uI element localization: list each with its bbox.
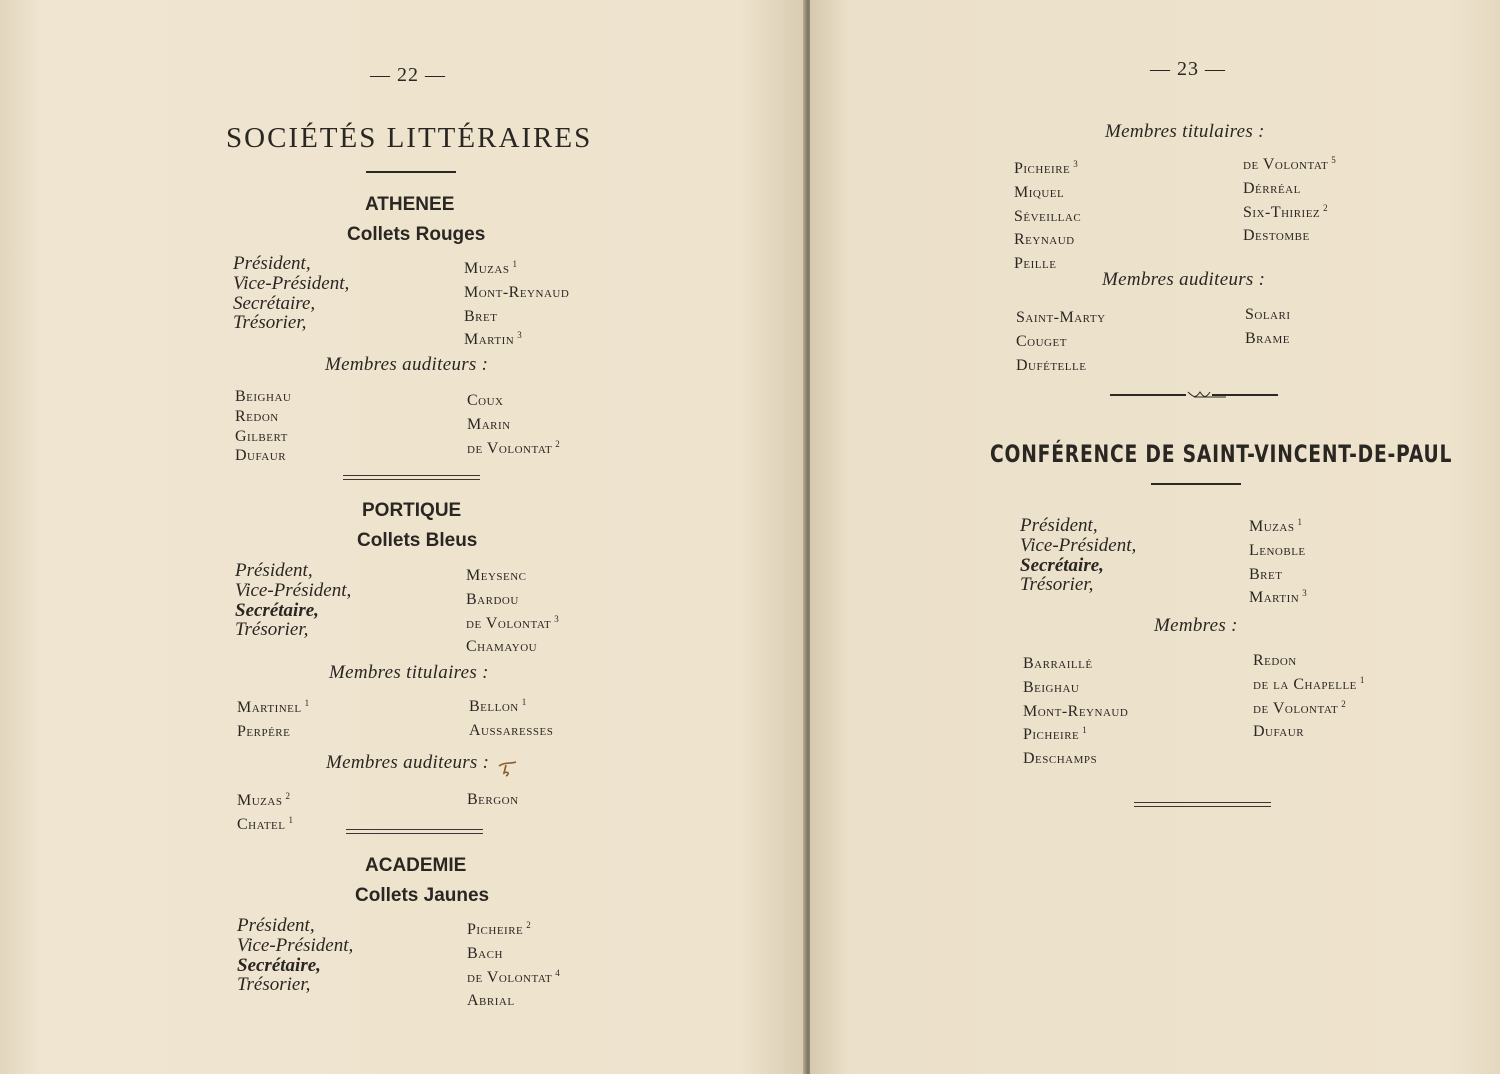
- officer-name: Bret: [464, 307, 498, 325]
- role-secretaire: Secrétaire,: [1020, 554, 1104, 576]
- member-name: Marin: [467, 415, 511, 433]
- portique-auditeurs-col1: [237, 787, 294, 835]
- society-portique: PORTIQUE: [362, 500, 462, 521]
- role-president: Président,: [235, 560, 313, 581]
- member-name: Muzas $^2$: [237, 791, 291, 809]
- role-tresorier: Trésorier,: [235, 619, 309, 641]
- athenee-auditeurs-col1: [235, 387, 291, 466]
- section-divider: [346, 829, 483, 834]
- titulaires-col1: [1014, 155, 1084, 274]
- member-name: Saint-Marty: [1016, 309, 1106, 326]
- member-name: de Volontat $^2$: [467, 438, 561, 457]
- page-number-left: — 22 —: [370, 64, 446, 86]
- role-president: Président,: [1020, 515, 1098, 536]
- officer-name: Muzas $^1$: [464, 259, 518, 277]
- role-secretaire: Secrétaire,: [235, 599, 319, 621]
- officer-name: Bardou: [466, 590, 519, 608]
- membres-label: Membres :: [1154, 615, 1238, 636]
- officer-name: de Volontat $^4$: [467, 967, 561, 986]
- member-name: Reynaud: [1014, 231, 1075, 249]
- conference-officer-names: [1249, 513, 1309, 608]
- member-name: Aussaresses: [469, 721, 554, 739]
- member-name: Séveillac: [1014, 207, 1082, 225]
- collets-jaunes: Collets Jaunes: [355, 885, 490, 906]
- conference-rule: [1151, 483, 1241, 485]
- role-tresorier: Trésorier,: [237, 974, 311, 996]
- pencil-mark-icon: [496, 758, 520, 778]
- athenee-officer-names: [464, 255, 572, 350]
- member-name: de Volontat $^5$: [1243, 155, 1337, 173]
- member-name: Picheire $^1$: [1023, 725, 1088, 744]
- portique-officer-names: [466, 562, 559, 657]
- member-name: Barraillé: [1023, 655, 1093, 672]
- member-name: Mont-Reynaud: [1023, 702, 1129, 720]
- member-name: Bergon: [467, 791, 519, 808]
- officer-name: Mont-Reynaud: [464, 283, 570, 301]
- ornamental-divider-icon: [1108, 388, 1280, 402]
- member-name: Redon: [1253, 652, 1297, 669]
- membres-col2: [1253, 647, 1365, 742]
- officer-name: de Volontat $^3$: [466, 613, 560, 632]
- academie-roles: [237, 916, 353, 995]
- member-name: Deschamps: [1023, 750, 1098, 768]
- member-name: Perpére: [237, 722, 291, 740]
- athenee-roles: [233, 254, 349, 333]
- member-name: Six-Thiriez $^2$: [1243, 202, 1329, 221]
- role-tresorier: Trésorier,: [233, 312, 307, 334]
- portique-roles: [235, 561, 351, 640]
- titulaires-col2: [1243, 151, 1336, 246]
- athenee-auditeurs-label: Membres auditeurs :: [325, 354, 489, 375]
- auditeurs-label: Membres auditeurs :: [1102, 269, 1266, 290]
- role-president: Président,: [237, 915, 315, 936]
- page-number-right: — 23 —: [1150, 58, 1226, 80]
- member-name: Dufételle: [1016, 356, 1087, 374]
- portique-auditeurs-label: Membres auditeurs :: [326, 752, 490, 773]
- member-name: Solari: [1245, 306, 1291, 323]
- member-name: Brame: [1245, 329, 1290, 347]
- member-name: Martinel $^1$: [237, 698, 310, 716]
- academie-officer-names: [467, 916, 560, 1011]
- member-name: Bellon $^1$: [469, 697, 527, 715]
- portique-titulaires-label: Membres titulaires :: [329, 662, 489, 683]
- membres-col1: [1023, 650, 1131, 769]
- collets-rouges: Collets Rouges: [347, 224, 486, 245]
- officer-name: Bach: [467, 944, 503, 962]
- athenee-auditeurs-col2: [467, 387, 560, 458]
- role-vice-president: Vice-Président,: [233, 272, 350, 294]
- member-name: de Volontat $^2$: [1253, 698, 1347, 717]
- officer-name: Meysenc: [466, 567, 527, 584]
- right-page: [810, 0, 1500, 1074]
- member-name: Picheire $^3$: [1014, 159, 1079, 177]
- member-name: Dérréal: [1243, 179, 1301, 197]
- officer-name: Martin $^3$: [464, 330, 523, 349]
- section-divider: [1134, 802, 1271, 807]
- society-academie: ACADEMIE: [365, 855, 467, 876]
- officer-name: Lenoble: [1249, 541, 1306, 559]
- officer-name: Bret: [1249, 565, 1283, 583]
- member-name: de la Chapelle $^1$: [1253, 674, 1365, 693]
- officer-name: Martin $^3$: [1249, 588, 1308, 607]
- conference-title: CONFÉRENCE DE SAINT-VINCENT-DE-PAUL: [990, 440, 1453, 468]
- officer-name: Chamayou: [466, 638, 538, 656]
- role-secretaire: Secrétaire,: [233, 292, 316, 314]
- section-divider: [343, 475, 480, 480]
- officer-name: Picheire $^2$: [467, 920, 532, 938]
- portique-auditeurs-col2: [467, 786, 522, 810]
- auditeurs-col1: [1016, 304, 1109, 375]
- officer-name: Muzas $^1$: [1249, 517, 1303, 535]
- portique-titulaires-col2: [469, 693, 556, 741]
- role-vice-president: Vice-Président,: [237, 934, 354, 956]
- member-name: Chatel $^1$: [237, 814, 294, 833]
- member-name: Miquel: [1014, 183, 1065, 201]
- officer-name: Abrial: [467, 992, 515, 1010]
- member-name: Redon: [235, 407, 279, 425]
- member-name: Couget: [1016, 332, 1067, 350]
- member-name: Gilbert: [235, 427, 288, 445]
- member-name: Dufaur: [235, 447, 287, 465]
- member-name: Destombe: [1243, 227, 1310, 245]
- title-rule: [366, 171, 456, 173]
- society-athenee: ATHENEE: [365, 194, 455, 215]
- role-secretaire: Secrétaire,: [237, 954, 321, 976]
- page-title: SOCIÉTÉS LITTÉRAIRES: [226, 122, 593, 154]
- auditeurs-col2: [1245, 301, 1294, 349]
- member-name: Coux: [467, 392, 504, 409]
- member-name: Beighau: [1023, 678, 1080, 696]
- role-tresorier: Trésorier,: [1020, 574, 1094, 596]
- collets-bleus: Collets Bleus: [357, 530, 478, 551]
- portique-titulaires-col1: [237, 694, 310, 742]
- role-vice-president: Vice-Président,: [1020, 534, 1137, 556]
- titulaires-label: Membres titulaires :: [1105, 121, 1265, 142]
- role-vice-president: Vice-Président,: [235, 579, 352, 601]
- member-name: Dufaur: [1253, 723, 1305, 741]
- conference-roles: [1020, 516, 1136, 595]
- role-president: Président,: [233, 253, 311, 274]
- member-name: Beighau: [235, 388, 292, 405]
- member-name: Peille: [1014, 255, 1057, 273]
